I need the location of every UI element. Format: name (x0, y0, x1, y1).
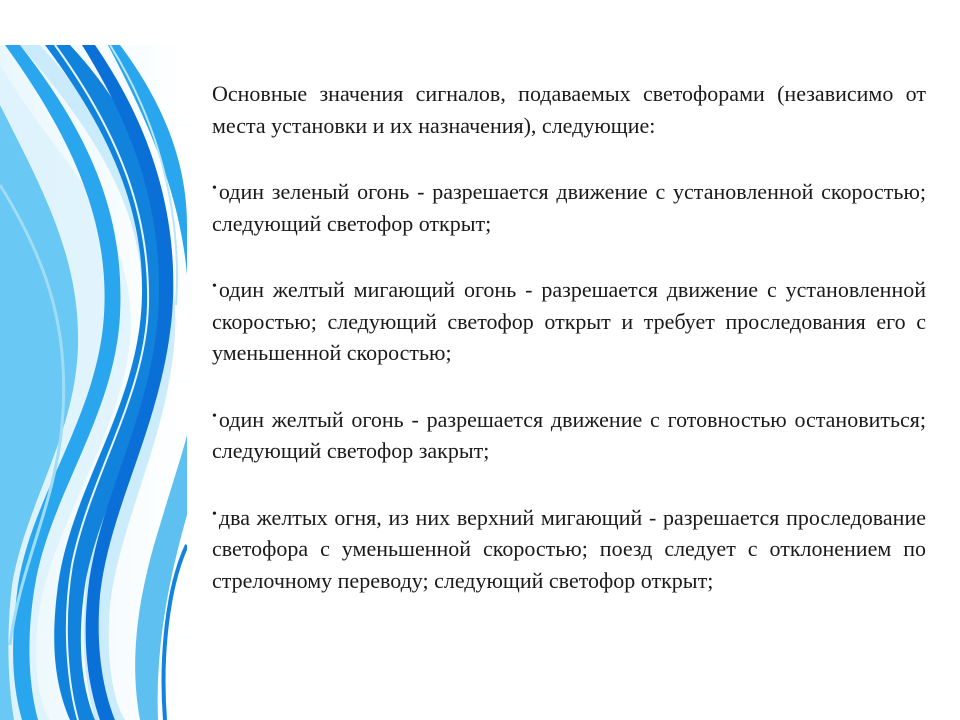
decorative-wave-panel (0, 45, 187, 720)
bullet-icon: • (212, 506, 217, 522)
list-item (212, 499, 926, 597)
bullet-icon: • (212, 181, 217, 196)
list-item (212, 173, 926, 239)
blue-wave-graphic (0, 45, 187, 720)
list-item-text: один желтый огонь - разрешается движение с готовностью остановиться; следующий светофор закрыт; (212, 406, 926, 463)
list-item (212, 271, 926, 369)
bullet-icon: • (212, 408, 217, 424)
list-item-text: два желтых огня, из них верхний мигающий - разрешается проследование светофора с уменьшенной скоростью; поезд следует с отклонением по стрелочному переводу; следующий светофор открыт; (212, 504, 926, 593)
main-text-block (212, 78, 926, 628)
list-item-text: один желтый мигающий огонь - разрешается движение с установленной скоростью; следующий светофор открыт и требует проследования его с уменьшенной скоростью; (212, 277, 926, 365)
list-item (212, 401, 926, 467)
intro-paragraph: Основные значения сигналов, подаваемых светофорами (независимо от места установки и их назначения), следующие: (212, 81, 926, 138)
bullet-icon: • (212, 279, 217, 294)
list-item-text: один зеленый огонь - разрешается движение с установленной скоростью; следующий светофор открыт; (212, 179, 926, 236)
